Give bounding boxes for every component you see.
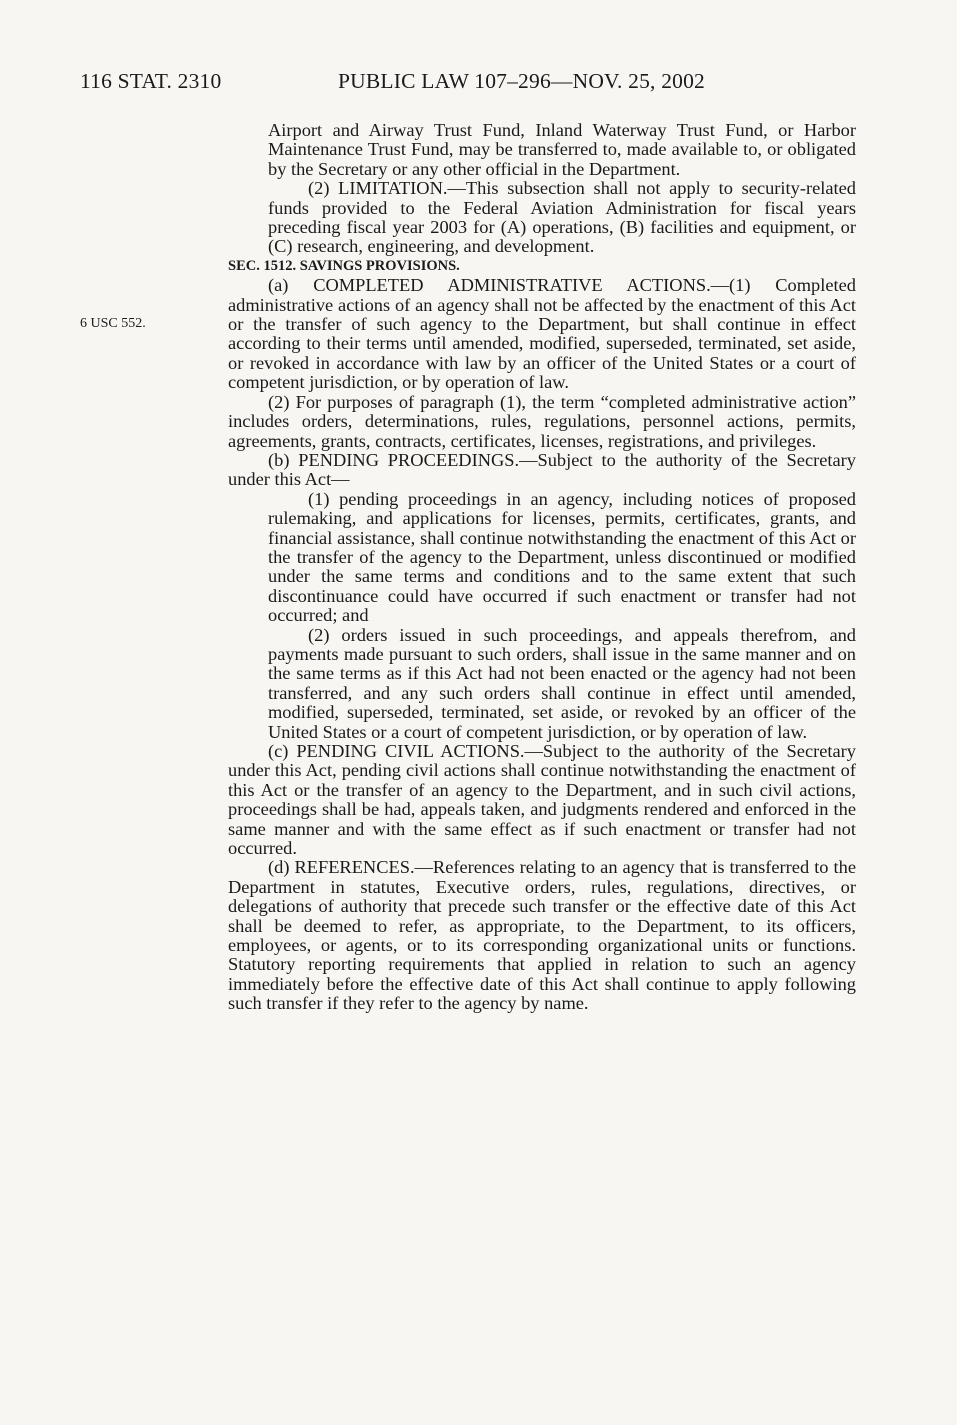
paragraph-a-completed-actions: (a) COMPLETED ADMINISTRATIVE ACTIONS.—(1) Completed administrative actions of an agency shall not be affected by the enactment of this Act or the transfer of such agency to the Department, but shall continue in effect according to their terms until amended, modified, superseded, terminated, set aside, or revoked in accordance with law by an officer of the United States or a court of competent jurisdiction, or by operation of law. — [228, 275, 856, 393]
public-law-citation: PUBLIC LAW 107–296—NOV. 25, 2002 — [338, 69, 706, 93]
paragraph-d-references: (d) REFERENCES.—References relating to an agency that is transferred to the Department in statutes, Executive orders, rules, regulations, directives, or delegations of authority that precede such transfer or the effective date of this Act shall be deemed to refer, as appropriate, to the Department, to its officers, employees, or agents, or to its corresponding organizational units or functions. Statutory reporting requirements that applied in relation to such an agency immediately before the effective date of this Act shall continue to apply following such transfer if they refer to the agency by name. — [228, 857, 856, 1014]
paragraph-b-1: (1) pending proceedings in an agency, including notices of proposed rulemaking, and applications for licenses, permits, certificates, grants, and financial assistance, shall continue notwithstanding the enactment of this Act or the transfer of the agency to the Department, unless discontinued or modified under the same terms and conditions and to the same extent that such discontinuance could have occurred if such enactment or transfer had not occurred; and — [268, 488, 856, 626]
stat-page-number: 116 STAT. 2310 — [80, 69, 222, 93]
paragraph-a-2-definition: (2) For purposes of paragraph (1), the term “completed administrative action” includes orders, determinations, rules, regulations, personnel actions, permits, agreements, grants, contracts, certificates, licenses, registrations, and privileges. — [228, 391, 856, 451]
paragraph-b-2: (2) orders issued in such proceedings, and appeals therefrom, and payments made pursuant to such orders, shall issue in the same manner and on the same terms as if this Act had not been enacted or the agency had not been transferred, and any such orders shall continue in effect until amended, modified, superseded, terminated, set aside, or revoked by an officer of the United States or a court of competent jurisdiction, or by operation of law. — [268, 624, 856, 742]
paragraph-limitation: (2) LIMITATION.—This subsection shall not apply to security-related funds provided to the Federal Aviation Administration for fiscal years preceding fiscal year 2003 for (A) operations, (B) facilities and equipment, or (C) research, engineering, and development. — [268, 178, 856, 257]
paragraph-c-civil-actions: (c) PENDING CIVIL ACTIONS.—Subject to the authority of the Secretary under this Act, pending civil actions shall continue notwithstanding the enactment of this Act or the transfer of an agency to the Department, and in such civil actions, proceedings shall be had, appeals taken, and judgments rendered and enforced in the same manner and with the same effect as if such enactment or transfer had not occurred. — [228, 741, 856, 859]
paragraph-continuation: Airport and Airway Trust Fund, Inland Waterway Trust Fund, or Harbor Maintenance Trust Fund, may be transferred to, made available to, or obligated by the Secretary or any other official in the Department. — [268, 120, 856, 179]
section-heading: SEC. 1512. SAVINGS PROVISIONS. — [228, 257, 460, 274]
running-head — [0, 66, 957, 96]
paragraph-b-pending-proceedings: (b) PENDING PROCEEDINGS.—Subject to the authority of the Secretary under this Act— — [228, 449, 856, 490]
margin-citation: 6 USC 552. — [80, 316, 146, 331]
document-body — [228, 121, 856, 1014]
